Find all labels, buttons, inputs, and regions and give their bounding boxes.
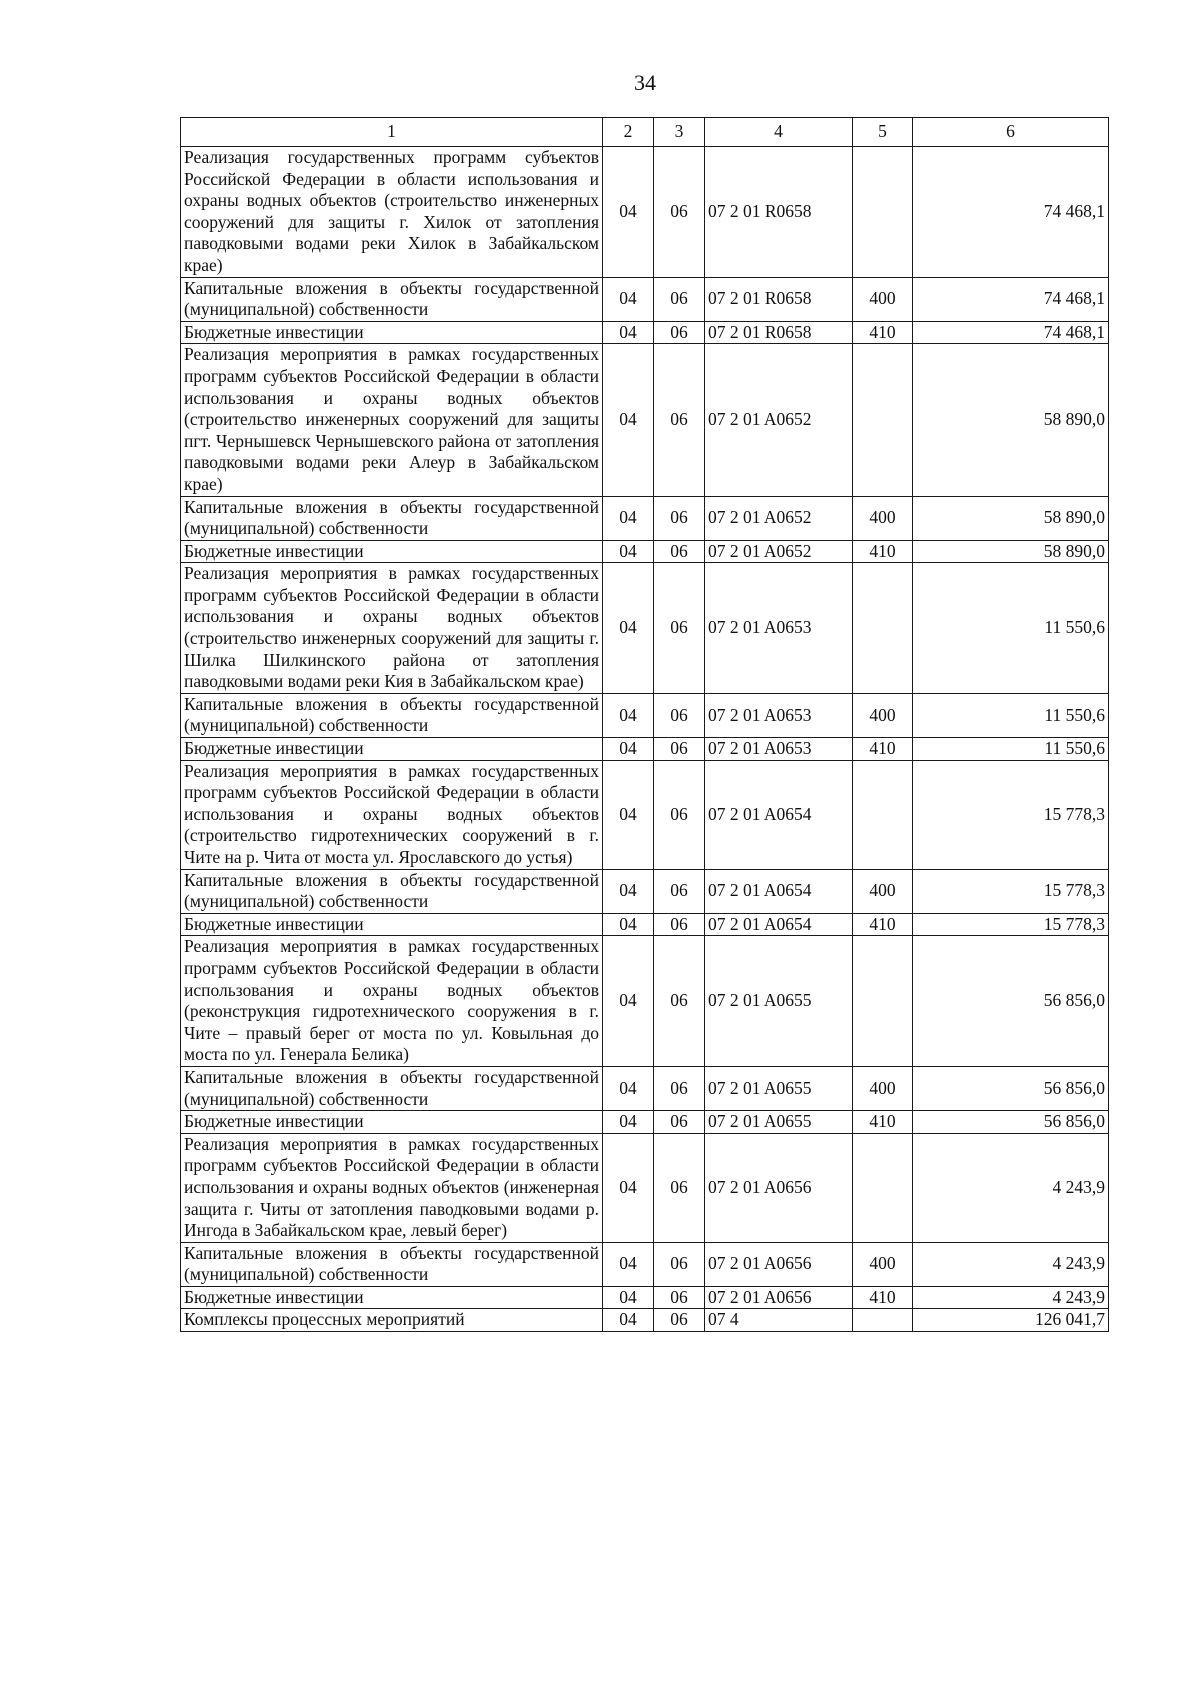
code-cell: 07 2 01 A0653 [705, 693, 853, 737]
column-header: 1 [181, 118, 603, 147]
row-name-cell: Бюджетные инвестиции [181, 1286, 603, 1309]
section-cell: 04 [603, 147, 654, 278]
subsection-cell: 06 [654, 760, 705, 869]
subsection-cell: 06 [654, 496, 705, 540]
expense-type-cell: 410 [853, 738, 913, 761]
expense-type-cell: 400 [853, 277, 913, 321]
expense-type-cell: 400 [853, 869, 913, 913]
table-row [181, 1309, 1109, 1332]
sum-cell: 56 856,0 [913, 936, 1109, 1067]
code-cell: 07 2 01 A0653 [705, 738, 853, 761]
table-row [181, 913, 1109, 936]
row-name-cell: Капитальные вложения в объекты государственной (муниципальной) собственности [181, 496, 603, 540]
section-cell: 04 [603, 321, 654, 344]
subsection-cell: 06 [654, 693, 705, 737]
code-cell: 07 2 01 A0655 [705, 1066, 853, 1110]
code-cell: 07 2 01 A0653 [705, 563, 853, 694]
row-name-cell: Капитальные вложения в объекты государственной (муниципальной) собственности [181, 1066, 603, 1110]
subsection-cell: 06 [654, 1133, 705, 1242]
code-cell: 07 2 01 A0655 [705, 1111, 853, 1134]
code-cell: 07 2 01 A0652 [705, 496, 853, 540]
table-row [181, 563, 1109, 694]
table-row [181, 1242, 1109, 1286]
subsection-cell: 06 [654, 1309, 705, 1332]
expense-type-cell [853, 563, 913, 694]
sum-cell: 74 468,1 [913, 277, 1109, 321]
row-name-cell: Бюджетные инвестиции [181, 913, 603, 936]
subsection-cell: 06 [654, 913, 705, 936]
expense-type-cell: 400 [853, 693, 913, 737]
code-cell: 07 2 01 A0654 [705, 913, 853, 936]
table-row [181, 496, 1109, 540]
row-name-cell: Бюджетные инвестиции [181, 321, 603, 344]
section-cell: 04 [603, 760, 654, 869]
section-cell: 04 [603, 869, 654, 913]
section-cell: 04 [603, 277, 654, 321]
expense-type-cell: 410 [853, 1286, 913, 1309]
section-cell: 04 [603, 1286, 654, 1309]
sum-cell: 4 243,9 [913, 1286, 1109, 1309]
table-row [181, 869, 1109, 913]
section-cell: 04 [603, 563, 654, 694]
section-cell: 04 [603, 1309, 654, 1332]
table-row [181, 344, 1109, 496]
row-name-cell: Бюджетные инвестиции [181, 540, 603, 563]
row-name-cell: Реализация мероприятия в рамках государственных программ субъектов Российской Федерации в области использования и охраны водных объектов (инженерная защита г. Читы от затопления паводковыми водами р. Ингода в Забайкальском крае, левый берег) [181, 1133, 603, 1242]
sum-cell: 4 243,9 [913, 1133, 1109, 1242]
code-cell: 07 2 01 A0655 [705, 936, 853, 1067]
code-cell: 07 2 01 A0652 [705, 540, 853, 563]
section-cell: 04 [603, 1242, 654, 1286]
row-name-cell: Реализация мероприятия в рамках государственных программ субъектов Российской Федерации в области использования и охраны водных объектов (строительство инженерных сооружений для защиты пгт. Чернышевск Чернышевского района от затопления паводковыми водами реки Алеур в Забайкальском крае) [181, 344, 603, 496]
expense-type-cell: 400 [853, 1066, 913, 1110]
table-row [181, 277, 1109, 321]
expense-type-cell [853, 147, 913, 278]
sum-cell: 15 778,3 [913, 913, 1109, 936]
sum-cell: 56 856,0 [913, 1111, 1109, 1134]
row-name-cell: Капитальные вложения в объекты государственной (муниципальной) собственности [181, 277, 603, 321]
sum-cell: 58 890,0 [913, 540, 1109, 563]
subsection-cell: 06 [654, 1286, 705, 1309]
section-cell: 04 [603, 738, 654, 761]
subsection-cell: 06 [654, 1066, 705, 1110]
section-cell: 04 [603, 913, 654, 936]
expense-type-cell: 410 [853, 321, 913, 344]
code-cell: 07 2 01 R0658 [705, 321, 853, 344]
sum-cell: 74 468,1 [913, 321, 1109, 344]
expense-type-cell [853, 1133, 913, 1242]
code-cell: 07 2 01 A0656 [705, 1133, 853, 1242]
sum-cell: 15 778,3 [913, 760, 1109, 869]
section-cell: 04 [603, 344, 654, 496]
row-name-cell: Капитальные вложения в объекты государственной (муниципальной) собственности [181, 1242, 603, 1286]
expense-type-cell [853, 344, 913, 496]
row-name-cell: Реализация мероприятия в рамках государственных программ субъектов Российской Федерации в области использования и охраны водных объектов (строительство инженерных сооружений для защиты г. Шилка Шилкинского района от затопления паводковыми водами реки Кия в Забайкальском крае) [181, 563, 603, 694]
subsection-cell: 06 [654, 147, 705, 278]
section-cell: 04 [603, 1133, 654, 1242]
column-header: 6 [913, 118, 1109, 147]
table-row [181, 1111, 1109, 1134]
budget-table [180, 117, 1109, 1332]
row-name-cell: Реализация государственных программ субъектов Российской Федерации в области использования и охраны водных объектов (строительство инженерных сооружений для защиты г. Хилок от затопления паводковыми водами реки Хилок в Забайкальском крае) [181, 147, 603, 278]
column-header: 4 [705, 118, 853, 147]
row-name-cell: Бюджетные инвестиции [181, 738, 603, 761]
sum-cell: 126 041,7 [913, 1309, 1109, 1332]
column-header: 3 [654, 118, 705, 147]
subsection-cell: 06 [654, 738, 705, 761]
table-row [181, 540, 1109, 563]
sum-cell: 15 778,3 [913, 869, 1109, 913]
sum-cell: 4 243,9 [913, 1242, 1109, 1286]
sum-cell: 11 550,6 [913, 693, 1109, 737]
table-row [181, 321, 1109, 344]
table-row [181, 1133, 1109, 1242]
code-cell: 07 2 01 A0654 [705, 869, 853, 913]
subsection-cell: 06 [654, 869, 705, 913]
row-name-cell: Бюджетные инвестиции [181, 1111, 603, 1134]
sum-cell: 56 856,0 [913, 1066, 1109, 1110]
column-header: 2 [603, 118, 654, 147]
section-cell: 04 [603, 496, 654, 540]
table-row [181, 1286, 1109, 1309]
table-row [181, 738, 1109, 761]
code-cell: 07 2 01 A0652 [705, 344, 853, 496]
row-name-cell: Реализация мероприятия в рамках государственных программ субъектов Российской Федерации в области использования и охраны водных объектов (реконструкция гидротехнического сооружения в г. Чите – правый берег от моста по ул. Ковыльная до моста по ул. Генерала Белика) [181, 936, 603, 1067]
subsection-cell: 06 [654, 563, 705, 694]
expense-type-cell [853, 1309, 913, 1332]
expense-type-cell [853, 936, 913, 1067]
code-cell: 07 2 01 R0658 [705, 147, 853, 278]
row-name-cell: Капитальные вложения в объекты государственной (муниципальной) собственности [181, 693, 603, 737]
expense-type-cell: 410 [853, 913, 913, 936]
table-row [181, 1066, 1109, 1110]
section-cell: 04 [603, 936, 654, 1067]
sum-cell: 58 890,0 [913, 496, 1109, 540]
subsection-cell: 06 [654, 1242, 705, 1286]
page-number: 34 [634, 70, 656, 95]
section-cell: 04 [603, 540, 654, 563]
code-cell: 07 2 01 A0656 [705, 1286, 853, 1309]
row-name-cell: Комплексы процессных мероприятий [181, 1309, 603, 1332]
code-cell: 07 2 01 A0656 [705, 1242, 853, 1286]
subsection-cell: 06 [654, 277, 705, 321]
table-row [181, 693, 1109, 737]
code-cell: 07 2 01 R0658 [705, 277, 853, 321]
subsection-cell: 06 [654, 344, 705, 496]
section-cell: 04 [603, 693, 654, 737]
subsection-cell: 06 [654, 321, 705, 344]
section-cell: 04 [603, 1066, 654, 1110]
sum-cell: 58 890,0 [913, 344, 1109, 496]
expense-type-cell: 410 [853, 540, 913, 563]
code-cell: 07 4 [705, 1309, 853, 1332]
expense-type-cell: 400 [853, 496, 913, 540]
row-name-cell: Капитальные вложения в объекты государственной (муниципальной) собственности [181, 869, 603, 913]
expense-type-cell: 410 [853, 1111, 913, 1134]
column-header: 5 [853, 118, 913, 147]
table-row [181, 936, 1109, 1067]
code-cell: 07 2 01 A0654 [705, 760, 853, 869]
table-row [181, 147, 1109, 278]
sum-cell: 11 550,6 [913, 738, 1109, 761]
table-row [181, 760, 1109, 869]
sum-cell: 74 468,1 [913, 147, 1109, 278]
row-name-cell: Реализация мероприятия в рамках государственных программ субъектов Российской Федерации в области использования и охраны водных объектов (строительство гидротехнических сооружений в г. Чите на р. Чита от моста ул. Ярославского до устья) [181, 760, 603, 869]
expense-type-cell: 400 [853, 1242, 913, 1286]
sum-cell: 11 550,6 [913, 563, 1109, 694]
subsection-cell: 06 [654, 1111, 705, 1134]
subsection-cell: 06 [654, 540, 705, 563]
subsection-cell: 06 [654, 936, 705, 1067]
expense-type-cell [853, 760, 913, 869]
header-row [181, 118, 1109, 147]
section-cell: 04 [603, 1111, 654, 1134]
